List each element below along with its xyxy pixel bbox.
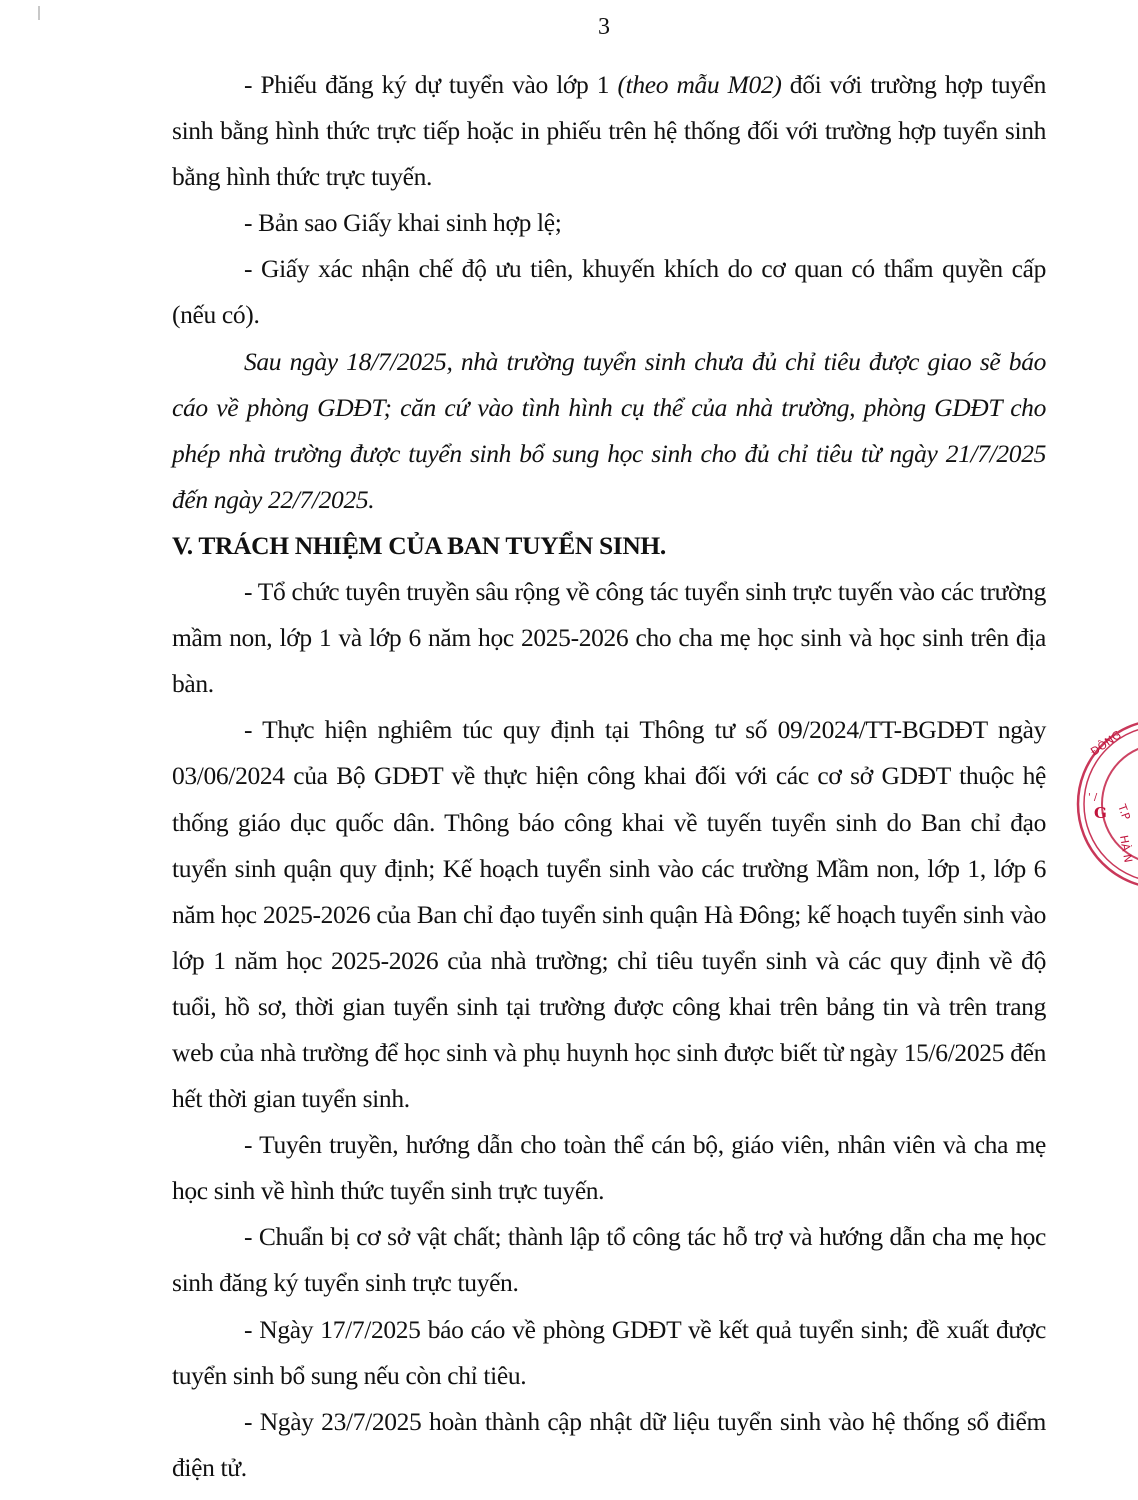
svg-text:G: G: [1094, 804, 1107, 822]
document-body: [172, 62, 1046, 1491]
paragraph-data-update: - Ngày 23/7/2025 hoàn thành cập nhật dữ liệu tuyển sinh vào hệ thống sổ điểm điện tử.: [172, 1406, 1046, 1482]
paragraph-facilities: - Chuẩn bị cơ sở vật chất; thành lập tổ công tác hỗ trợ và hướng dẫn cha mẹ học sinh đăng ký tuyển sinh trực tuyến.: [172, 1222, 1046, 1298]
paragraph-circular-compliance: - Thực hiện nghiêm túc quy định tại Thông tư số 09/2024/TT-BGDĐT ngày 03/06/2024 của Bộ GDĐT về thực hiện công khai đối với các cơ sở GDĐT thuộc hệ thống giáo dục quốc dân. Thông báo công khai về tuyến tuyển sinh do Ban chỉ đạo tuyển sinh quận quy định; Kế hoạch tuyển sinh vào các trường Mầm non, lớp 1, lớp 6 năm học 2025-2026 của Ban chỉ đạo tuyển sinh quận Hà Đông; kế hoạch tuyển sinh vào lớp 1 năm học 2025-2026 của nhà trường; chỉ tiêu tuyển sinh và các quy định về độ tuổi, hồ sơ, thời gian tuyển sinh tại trường được công khai trên bảng tin và trên trang web của nhà trường để học sinh và phụ huynh học sinh được biết từ ngày 15/6/2025 đến hết thời gian tuyển sinh.: [172, 715, 1046, 1114]
page-number: 3: [598, 14, 610, 40]
section-heading: V. TRÁCH NHIỆM CỦA BAN TUYỂN SINH.: [172, 530, 666, 560]
red-seal-stamp: [1066, 714, 1138, 894]
text-run: - Phiếu đăng ký dự tuyển vào lớp 1: [244, 70, 618, 99]
svg-text:' /: ' /: [1088, 792, 1098, 803]
paragraph-birth-certificate: - Bản sao Giấy khai sinh hợp lệ;: [244, 208, 562, 238]
paragraph-propaganda: - Tổ chức tuyên truyền sâu rộng về công tác tuyển sinh trực tuyến vào các trường mầm non, lớp 1 và lớp 6 năm học 2025-2026 cho cha mẹ học sinh và học sinh trên địa bàn.: [172, 577, 1046, 699]
paragraph-report-results: - Ngày 17/7/2025 báo cáo về phòng GDĐT về kết quả tuyển sinh; đề xuất được tuyển sinh bổ sung nếu còn chỉ tiêu.: [172, 1314, 1046, 1390]
text-run-italic: (theo mẫu M02): [617, 70, 782, 99]
svg-text:HÀ N: HÀ N: [1117, 834, 1135, 864]
paragraph-registration-form: [172, 62, 1046, 200]
seal-graphic: [1066, 714, 1138, 894]
paragraph-priority-certificate: - Giấy xác nhận chế độ ưu tiên, khuyến khích do cơ quan có thẩm quyền cấp (nếu có).: [172, 254, 1046, 330]
svg-text:T.P: T.P: [1115, 802, 1133, 822]
paragraph-supplementary-enrollment: Sau ngày 18/7/2025, nhà trường tuyển sinh chưa đủ chỉ tiêu được giao sẽ báo cáo về phòng GDĐT; căn cứ vào tình hình cụ thể của nhà trường, phòng GDĐT cho phép nhà trường được tuyển sinh bổ sung học sinh cho đủ chỉ tiêu từ ngày 21/7/2025 đến ngày 22/7/2025.: [172, 346, 1046, 514]
svg-text:ĐÔNG: ĐÔNG: [1088, 728, 1124, 759]
text-run: đối với trường hợp tuyển sinh bằng hình thức trực tiếp hoặc in phiếu trên hệ thống đối với trường hợp tuyển sinh bằng hình thức trực tuyến.: [172, 70, 1046, 192]
paragraph-guidance: - Tuyên truyền, hướng dẫn cho toàn thể cán bộ, giáo viên, nhân viên và cha mẹ học sinh về hình thức tuyển sinh trực tuyến.: [172, 1130, 1046, 1206]
